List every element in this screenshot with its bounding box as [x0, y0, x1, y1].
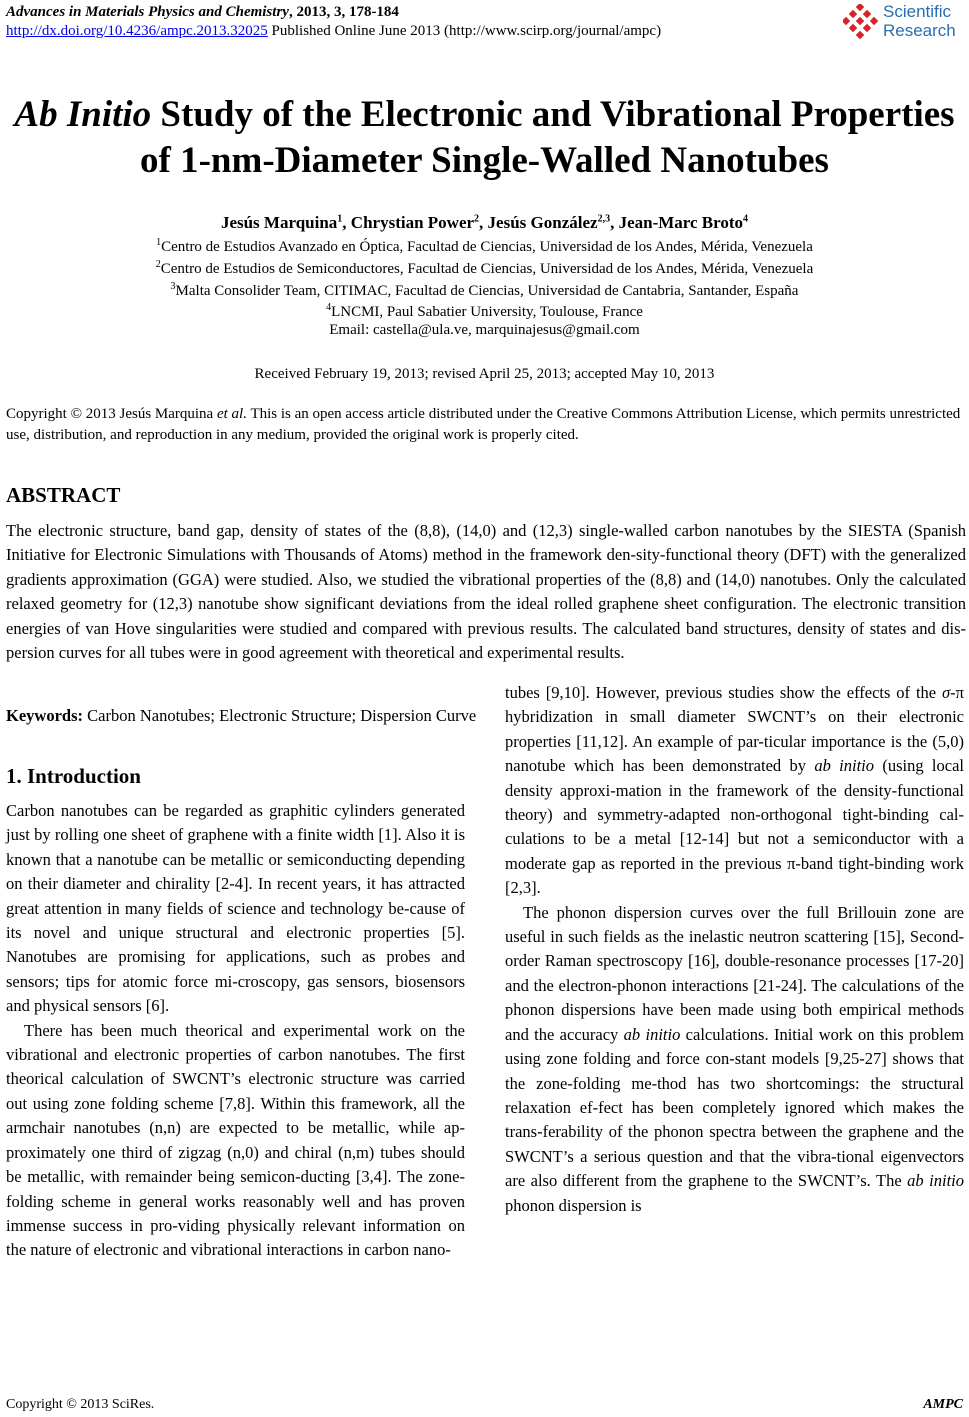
- right-column: [505, 681, 964, 1218]
- doi-line: [6, 23, 661, 40]
- text-run: (using local density approxi-mation in the framework of the density-functional theory) and symmetry-adapted non-orthogonal tight-binding cal-culations to be a metal [12-14] but not a semiconductor with a moderate gap as reported in the previous π-band tight-binding work [2,3].: [505, 756, 964, 898]
- logo-mark-icon: [843, 4, 879, 40]
- paper-title: [0, 92, 969, 184]
- affiliation-sup: 4: [326, 302, 332, 313]
- logo-text-line1: Scientific: [883, 2, 952, 21]
- copyright-part1: Copyright © 2013 Jesús Marquina: [6, 406, 217, 422]
- author-1-sup: 1: [337, 213, 343, 225]
- logo-text-line2: Research: [883, 21, 956, 40]
- email-line: Email: castella@ula.ve, marquinajesus@gmail.com: [329, 322, 640, 338]
- text-run-italic: ab initio: [814, 756, 874, 776]
- author-4: Jean-Marc Broto: [618, 213, 744, 232]
- author-3-sup: 2,3: [597, 213, 611, 225]
- keywords-text: Carbon Nanotubes; Electronic Structure; Dispersion Curve: [83, 706, 477, 725]
- keywords-label: Keywords:: [6, 706, 83, 725]
- affiliation-sup: 2: [155, 259, 161, 270]
- text-run-italic: ab initio: [907, 1171, 964, 1191]
- title-line1: Study of the Electronic and Vibrational Properties: [151, 94, 955, 135]
- author-list: [0, 213, 969, 233]
- author-2-sup: 2: [474, 213, 480, 225]
- text-run: calculations. Initial work on this problem using zone folding and force con-stant models [9,25-27] shows that the zone-folding me-thod has two shortcomings: the structural relaxation ef-fect has been completely ignored which makes the trans-ferability of the phonon spectra between the graphene and the SWCNT’s a serious question and that the vibra-tional eigenvectors are also different from the graphene to the SWCNT’s. The: [505, 1024, 964, 1191]
- affiliation-sup: 1: [156, 237, 162, 248]
- footer-copyright: Copyright © 2013 SciRes.: [6, 1397, 155, 1412]
- keywords: [6, 706, 476, 726]
- text-run: The phonon dispersion curves over the full Brillouin zone are useful in such fields as the inelastic neutron scattering [15], Second-order Raman spectroscopy [16], double-resonance processes [17-20] and the electron-phonon interactions [21-24]. The calculations of the phonon dispersions have been made using both empirical methods and the accuracy: [505, 902, 964, 1044]
- abstract-heading: ABSTRACT: [6, 483, 121, 507]
- title-italic: Ab Initio: [14, 94, 152, 135]
- author-separator: ,: [342, 213, 351, 232]
- paragraph: [505, 681, 964, 901]
- affiliation-text: Centro de Estudios de Semiconductores, Facultad de Ciencias, Universidad de los Andes, Mérida, Venezuela: [160, 261, 814, 277]
- affiliation-text: LNCMI, Paul Sabatier University, Toulouse, France: [331, 304, 643, 320]
- affiliation-3: [0, 281, 969, 300]
- text-run: tubes [9,10]. However, previous studies show the effects of the: [505, 683, 943, 702]
- copyright-notice: [6, 404, 964, 446]
- paragraph: Carbon nanotubes can be regarded as graphitic cylinders generated just by rolling one sheet of graphene with a finite width [1]. Also it is known that a nanotube can be metallic or semiconducting depending on their diameter and chirality [2-4]. In recent years, it has attracted great attention in many fields of science and technology be-cause of its novel and unique structural and electronic properties [5]. Nanotubes are promising for applications, such as probes and sensors; tips for atomic force mi-croscopy, gas sensors, biosensors and physical sensors [6].: [6, 801, 465, 1016]
- affiliation-2: [0, 259, 969, 278]
- journal-volume: , 2013, 3, 178-184: [288, 4, 399, 20]
- section-heading: 1. Introduction: [6, 764, 141, 788]
- author-separator: ,: [479, 213, 488, 232]
- affiliation-text: Centro de Estudios Avanzado en Óptica, Facultad de Ciencias, Universidad de los Andes, Mérida, Venezuela: [161, 239, 813, 255]
- author-separator: ,: [610, 213, 619, 232]
- doi-link[interactable]: http://dx.doi.org/10.4236/ampc.2013.32025: [6, 23, 268, 39]
- publisher-logo: [843, 2, 963, 42]
- text-run: phonon dispersion is: [505, 1195, 642, 1215]
- text-run-italic: σ: [942, 683, 951, 702]
- paragraph: There has been much theorical and experimental work on the vibrational and electronic properties of carbon nanotubes. The first theorical calculation of SWCNT’s electronic structure was carried out using zone folding scheme [7,8]. Within this framework, all the armchair nanotubes (n,n) are expected to be metallic, while ap-proximately one third of zigzag (n,0) and chiral (n,m) tubes should be metallic, with remainder being semicon-ducting [3,4]. The zone-folding scheme in general works reasonably well and has proven immense success in pro-viding physically relevant information on the nature of electronic and vibrational interactions in carbon nano-: [6, 1020, 465, 1260]
- copyright-etal: et al.: [216, 406, 247, 422]
- paragraph: [505, 901, 964, 1218]
- journal-header: [6, 4, 399, 21]
- published-online: Published Online June 2013 (http://www.scirp.org/journal/ampc): [267, 23, 662, 39]
- affiliation-1: [0, 237, 969, 256]
- author-3: Jesús González: [487, 213, 598, 232]
- footer-journal: AMPC: [923, 1397, 963, 1412]
- left-column: [6, 799, 465, 1263]
- author-2: Chrystian Power: [350, 213, 475, 232]
- received-dates: Received February 19, 2013; revised April 25, 2013; accepted May 10, 2013: [254, 366, 715, 382]
- text-run: -π hybridization in small diameter SWCNT’s on their electronic properties [11,12]. An example of par-ticular importance is the (5,0) nanotube which has been demonstrated by: [505, 683, 964, 776]
- text-run-italic: ab initio: [623, 1024, 681, 1044]
- journal-name: Advances in Materials Physics and Chemistry: [6, 4, 289, 20]
- author-4-sup: 4: [743, 213, 749, 225]
- title-line2: of 1-nm-Diameter Single-Walled Nanotubes: [140, 140, 829, 181]
- affiliation-sup: 3: [170, 281, 176, 292]
- abstract-text: The electronic structure, band gap, density of states of the (8,8), (14,0) and (12,3) single-walled carbon nanotubes by the SIESTA (Spanish Initiative for Electronic Simulations with Thousands of Atoms) method in the framework den-sity-functional theory (DFT) with the generalized gradients approximation (GGA) were studied. Also, we studied the vibrational properties of the (8,8) and (14,0) nanotubes. Only the calculated relaxed geometry for (12,3) nanotube show significant deviations from the ideal rolled graphene sheet configuration. The electronic transition energies of van Hove singularities were studied and compared with previous results. The calculated band structures, density of states and dis-persion curves for all tubes were in good agreement with theoretical and experimental results.: [6, 521, 966, 663]
- affiliation-4: [0, 302, 969, 321]
- affiliation-text: Malta Consolider Team, CITIMAC, Facultad de Ciencias, Universidad de Cantabria, Santander, España: [175, 283, 799, 299]
- author-1: Jesús Marquina: [220, 213, 338, 232]
- copyright-part2: This is an open access article distributed under the Creative Commons Attribution License, which permits unrestricted use, distribution, and reproduction in any medium, provided the original work is properly cited.: [6, 406, 961, 443]
